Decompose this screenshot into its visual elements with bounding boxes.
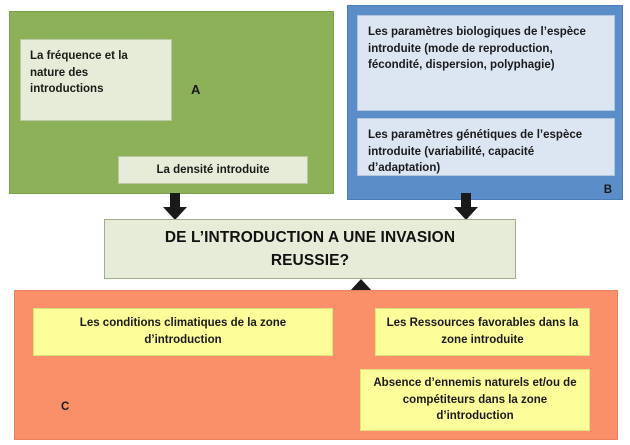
box-conditions-climatiques (33, 308, 333, 356)
center-question-line1: DE L’INTRODUCTION A UNE INVASION (164, 228, 456, 246)
box-frequence-nature-introductions (20, 39, 172, 121)
box-parametres-genetiques (357, 118, 615, 176)
box-parametres-biologiques (357, 15, 615, 111)
group-c-label: C (61, 401, 70, 413)
arrow-b-to-center-icon (451, 193, 481, 221)
box-conditions-climatiques-label: Les conditions climatiques de la zone d’introduction (79, 317, 287, 346)
group-c-container (14, 290, 618, 440)
group-a-label: A (191, 82, 201, 97)
group-a-container (9, 11, 334, 194)
box-densite-label: La densité introduite (156, 164, 270, 176)
group-b-label: B (603, 184, 612, 196)
group-b-container (347, 5, 623, 200)
box-densite-introduite (118, 156, 308, 184)
box-parametres-genetiques-label: Les paramètres génétiques de l’espèce introduite (variabilité, capacité d’adaptation) (368, 129, 583, 175)
box-ressources-favorables-label: Les Ressources favorables dans la zone introduite (386, 317, 579, 346)
box-absence-ennemis-label: Absence d’ennemis naturels et/ou de compétiteurs dans la zone d’introduction (373, 376, 577, 423)
box-frequence-label: La fréquence et la nature des introductions (30, 50, 128, 96)
box-parametres-biologiques-label: Les paramètres biologiques de l’espèce introduite (mode de reproduction, fécondité, dispersion, polyphagie) (368, 26, 586, 72)
box-absence-ennemis-naturels (360, 369, 590, 431)
arrow-a-to-center-icon (160, 193, 190, 221)
center-question-box (104, 219, 516, 279)
center-question-line2: REUSSIE? (270, 252, 350, 269)
box-ressources-favorables (375, 308, 590, 356)
